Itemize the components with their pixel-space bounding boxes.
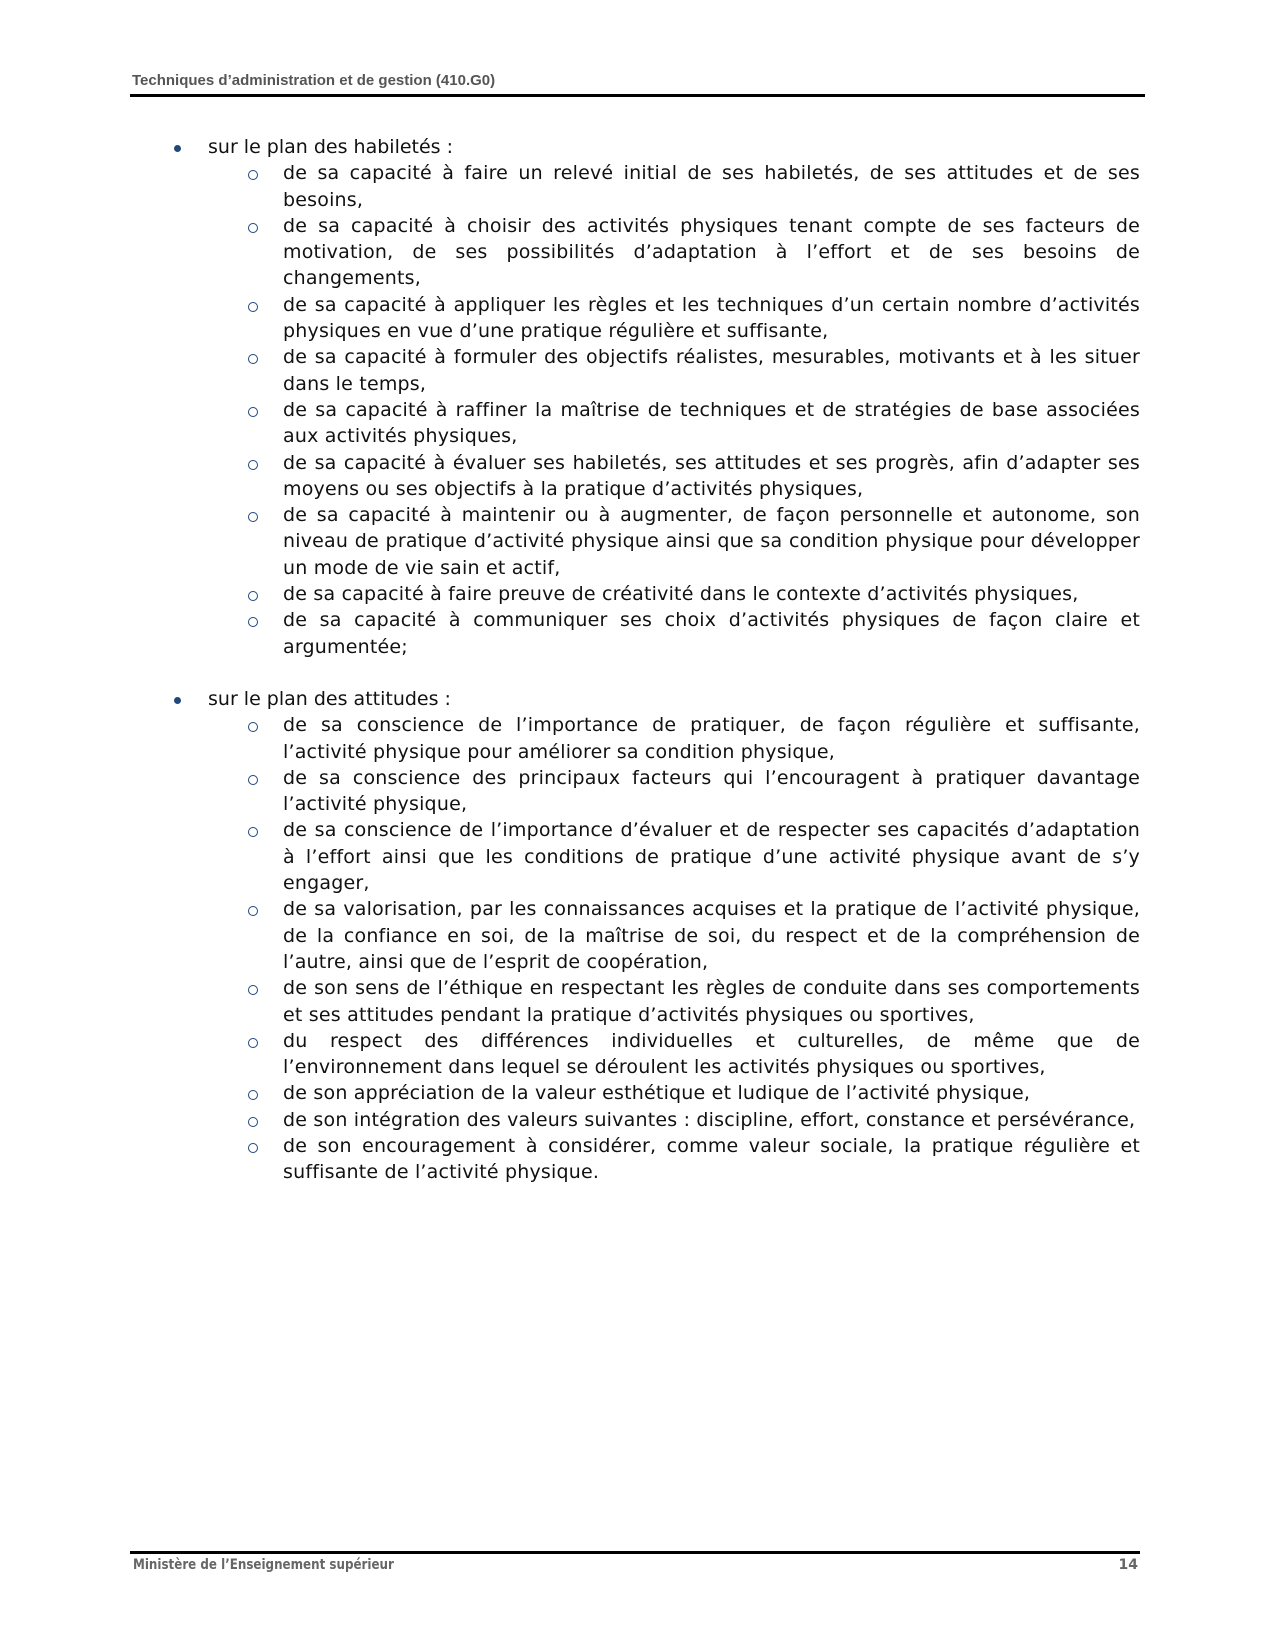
list-item-text: de son sens de l’éthique en respectant les règles de conduite dans ses comportements et ses attitudes pendant la pratique d’activités physiques ou sportives, bbox=[283, 977, 1140, 1026]
section-label: sur le plan des attitudes : bbox=[208, 687, 451, 710]
list-item-text: de sa conscience des principaux facteurs qui l’encouragent à pratiquer davantage l’activité physique, bbox=[283, 766, 1140, 816]
page-number: 14 bbox=[1118, 1557, 1138, 1573]
list-item-text: de sa capacité à faire un relevé initial de ses habiletés, de ses attitudes et de ses besoins, bbox=[283, 162, 1140, 211]
section-label: sur le plan des habiletés : bbox=[208, 136, 454, 158]
circle-bullet-icon bbox=[248, 1143, 258, 1153]
list-item bbox=[170, 1133, 1140, 1186]
list-item bbox=[170, 765, 1140, 818]
list-item-text: de sa conscience de l’importance d’évaluer et de respecter ses capacités d’adaptation à l’effort ainsi que les conditions de pratique d’une activité physique avant de s’y engager, bbox=[283, 819, 1140, 895]
list-item bbox=[170, 502, 1140, 581]
section-heading bbox=[170, 686, 1140, 712]
list-item bbox=[170, 344, 1140, 397]
footer-text: Ministère de l’Enseignement supérieur bbox=[133, 1557, 394, 1573]
circle-bullet-icon bbox=[248, 302, 258, 312]
document-body bbox=[170, 134, 1140, 1212]
circle-bullet-icon bbox=[248, 906, 258, 916]
list-item bbox=[170, 292, 1140, 345]
page-header-title: Techniques d’administration et de gestion (410.G0) bbox=[132, 72, 496, 89]
list-item-text: de sa capacité à formuler des objectifs réalistes, mesurables, motivants et à les situer dans le temps, bbox=[283, 346, 1140, 395]
section-habiletes bbox=[170, 134, 1140, 660]
list-item bbox=[170, 1080, 1140, 1106]
list-item-text: de sa capacité à raffiner la maîtrise de techniques et de stratégies de base associées aux activités physiques, bbox=[283, 398, 1140, 448]
list-item bbox=[170, 975, 1140, 1028]
list-item-text: de sa capacité à communiquer ses choix d’activités physiques de façon claire et argumentée; bbox=[283, 609, 1140, 658]
header-rule bbox=[130, 94, 1145, 97]
list-item bbox=[170, 581, 1140, 607]
circle-bullet-icon bbox=[248, 591, 258, 601]
list-item-text: de son intégration des valeurs suivantes : discipline, effort, constance et persévérance, bbox=[283, 1108, 1136, 1131]
list-item bbox=[170, 607, 1140, 660]
footer-rule bbox=[130, 1551, 1140, 1554]
list-item-text: de sa capacité à évaluer ses habiletés, ses attitudes et ses progrès, afin d’adapter ses moyens ou ses objectifs à la pratique d’activités physiques, bbox=[283, 451, 1140, 500]
list-item-text: de son appréciation de la valeur esthétique et ludique de l’activité physique, bbox=[283, 1082, 1031, 1105]
list-item bbox=[170, 450, 1140, 503]
bullet-icon bbox=[174, 697, 181, 704]
list-item-text: de son encouragement à considérer, comme valeur sociale, la pratique régulière et suffisante de l’activité physique. bbox=[283, 1134, 1140, 1184]
circle-bullet-icon bbox=[248, 460, 258, 470]
list-item bbox=[170, 1107, 1140, 1133]
circle-bullet-icon bbox=[248, 985, 258, 995]
list-item-text: de sa valorisation, par les connaissances acquises et la pratique de l’activité physique, de la confiance en soi, de la maîtrise de soi, du respect et de la compréhension de l’autre, ainsi que de l’esprit de coopération, bbox=[283, 898, 1140, 973]
list-item-text: de sa capacité à faire preuve de créativité dans le contexte d’activités physiques, bbox=[283, 583, 1079, 606]
circle-bullet-icon bbox=[248, 827, 258, 837]
list-item-text: de sa capacité à appliquer les règles et les techniques d’un certain nombre d’activités physiques en vue d’une pratique régulière et suffisante, bbox=[283, 293, 1140, 343]
list-item bbox=[170, 397, 1140, 450]
section-attitudes bbox=[170, 686, 1140, 1186]
circle-bullet-icon bbox=[248, 617, 258, 627]
sub-list bbox=[170, 712, 1140, 1185]
circle-bullet-icon bbox=[248, 722, 258, 732]
sub-list bbox=[170, 160, 1140, 660]
circle-bullet-icon bbox=[248, 1090, 258, 1100]
list-item bbox=[170, 160, 1140, 213]
bullet-icon bbox=[174, 145, 181, 152]
list-item-text: de sa conscience de l’importance de pratiquer, de façon régulière et suffisante, l’activité physique pour améliorer sa condition physique, bbox=[283, 714, 1140, 763]
circle-bullet-icon bbox=[248, 223, 258, 233]
list-item-text: de sa capacité à maintenir ou à augmenter, de façon personnelle et autonome, son niveau de pratique d’activité physique ainsi que sa condition physique pour développer un mode de vie sain et actif, bbox=[283, 504, 1140, 579]
circle-bullet-icon bbox=[248, 354, 258, 364]
circle-bullet-icon bbox=[248, 1117, 258, 1127]
circle-bullet-icon bbox=[248, 1038, 258, 1048]
list-item bbox=[170, 817, 1140, 896]
list-item bbox=[170, 213, 1140, 292]
circle-bullet-icon bbox=[248, 512, 258, 522]
list-item bbox=[170, 896, 1140, 975]
circle-bullet-icon bbox=[248, 170, 258, 180]
circle-bullet-icon bbox=[248, 775, 258, 785]
list-item-text: du respect des différences individuelles et culturelles, de même que de l’environnement dans lequel se déroulent les activités physiques ou sportives, bbox=[283, 1029, 1140, 1079]
section-heading bbox=[170, 134, 1140, 160]
list-item-text: de sa capacité à choisir des activités physiques tenant compte de ses facteurs de motivation, de ses possibilités d’adaptation à l’effort et de ses besoins de changements, bbox=[283, 214, 1140, 290]
circle-bullet-icon bbox=[248, 407, 258, 417]
list-item bbox=[170, 1028, 1140, 1081]
list-item bbox=[170, 712, 1140, 765]
